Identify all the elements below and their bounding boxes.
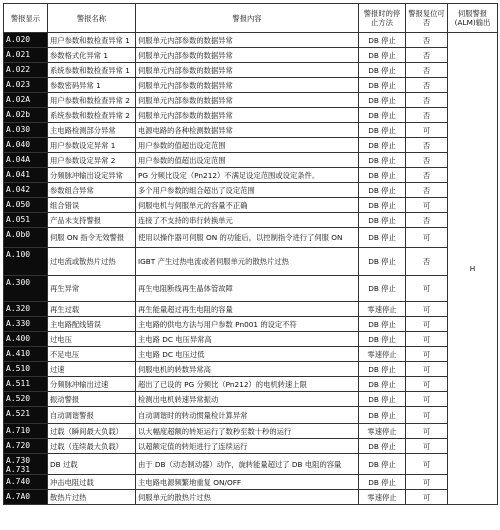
- reset-allowed: 可: [406, 123, 448, 138]
- table-row: [4, 362, 498, 377]
- reset-allowed: 可: [406, 332, 448, 347]
- alarm-name: 过载（瞬间最大负载）: [48, 424, 136, 439]
- alarm-content: 由于 DB（动态制动器）动作，旋转能量超过了 DB 电阻的容量: [136, 454, 359, 475]
- table-row: [4, 317, 498, 332]
- alarm-code: A.521: [4, 407, 48, 424]
- alarm-name: 参数格式化异常 1: [48, 48, 136, 63]
- alarm-name: 再生异常: [48, 276, 136, 302]
- alarm-content: 伺服电机与伺服单元的容量不正确: [136, 198, 359, 213]
- alarm-content: 主电路 DC 电压异常高: [136, 332, 359, 347]
- stop-method: DB 停止: [359, 454, 406, 475]
- reset-allowed: 可: [406, 392, 448, 407]
- alarm-content: 主电路电源频繁地重复 ON/OFF: [136, 475, 359, 490]
- stop-method: DB 停止: [359, 248, 406, 276]
- table-row: [4, 490, 498, 505]
- alarm-content: 再生电阻断线再生晶体管故障: [136, 276, 359, 302]
- stop-method: 零速停止: [359, 424, 406, 439]
- reset-allowed: 可: [406, 198, 448, 213]
- reset-allowed: 可: [406, 377, 448, 392]
- stop-method: DB 停止: [359, 439, 406, 454]
- alarm-content: 伺服单元内部参数的数据异常: [136, 78, 359, 93]
- table-row: [4, 78, 498, 93]
- reset-allowed: 可: [406, 276, 448, 302]
- reset-allowed: 可: [406, 302, 448, 317]
- alarm-name: 主电路检测部分异常: [48, 123, 136, 138]
- reset-allowed: 可: [406, 317, 448, 332]
- alarm-body: [4, 33, 498, 505]
- alarm-name: 用户参数设定异常 2: [48, 153, 136, 168]
- stop-method: DB 停止: [359, 362, 406, 377]
- table-row: [4, 48, 498, 63]
- reset-allowed: 可: [406, 454, 448, 475]
- reset-allowed: 否: [406, 108, 448, 123]
- header-alarm-content: 警报内容: [136, 4, 359, 33]
- alarm-content: IGBT 产生过热电流或者伺服单元的散热片过热: [136, 248, 359, 276]
- alarm-code: A.510: [4, 362, 48, 377]
- stop-method: DB 停止: [359, 392, 406, 407]
- table-row: [4, 407, 498, 424]
- table-row: [4, 63, 498, 78]
- alarm-name: 过载（连续最大负载）: [48, 439, 136, 454]
- alarm-code: A.050: [4, 198, 48, 213]
- table-row: [4, 276, 498, 302]
- reset-allowed: 否: [406, 183, 448, 198]
- alarm-name: 系统参数和数检查异常 2: [48, 108, 136, 123]
- alarm-name: 组合错误: [48, 198, 136, 213]
- header-alm-output: 伺服警报(ALM)输出: [448, 4, 498, 33]
- table-row: [4, 168, 498, 183]
- alarm-content: 伺服单元内部参数的数据异常: [136, 93, 359, 108]
- alarm-code: A.040: [4, 138, 48, 153]
- alarm-code: A.330: [4, 317, 48, 332]
- alarm-content: 主电路 DC 电压过低: [136, 347, 359, 362]
- alarm-content: 用户参数的值超出设定范围: [136, 153, 359, 168]
- alarm-name: 分频脉冲输出设定异常: [48, 168, 136, 183]
- reset-allowed: 否: [406, 63, 448, 78]
- table-row: [4, 138, 498, 153]
- alarm-content: 伺服电机的转数异常高: [136, 362, 359, 377]
- stop-method: DB 停止: [359, 33, 406, 48]
- reset-allowed: 否: [406, 33, 448, 48]
- table-row: [4, 347, 498, 362]
- reset-allowed: 否: [406, 93, 448, 108]
- alarm-name: 过速: [48, 362, 136, 377]
- table-row: [4, 377, 498, 392]
- alarm-name: 冲击电阻过载: [48, 475, 136, 490]
- alarm-code: A.100: [4, 248, 48, 276]
- reset-allowed: 可: [406, 347, 448, 362]
- reset-allowed: 否: [406, 48, 448, 63]
- stop-method: DB 停止: [359, 123, 406, 138]
- alarm-code: A.041: [4, 168, 48, 183]
- alarm-code: A.022: [4, 63, 48, 78]
- alarm-content: 以大幅度超额的转矩运行了数秒至数十秒的运行: [136, 424, 359, 439]
- stop-method: DB 停止: [359, 377, 406, 392]
- alarm-code: A.04A: [4, 153, 48, 168]
- alarm-name: 用户参数设定异常 1: [48, 138, 136, 153]
- stop-method: DB 停止: [359, 63, 406, 78]
- stop-method: DB 停止: [359, 213, 406, 228]
- stop-method: DB 停止: [359, 78, 406, 93]
- alarm-name: 不足电压: [48, 347, 136, 362]
- alarm-code: A.410: [4, 347, 48, 362]
- alarm-name: 系统参数和数检查异常 1: [48, 63, 136, 78]
- reset-allowed: 可: [406, 475, 448, 490]
- alarm-content: 多个用户参数的组合超出了设定范围: [136, 183, 359, 198]
- alarm-table: [3, 3, 498, 505]
- reset-allowed: 否: [406, 153, 448, 168]
- alarm-name: 伺服 ON 指令无效警报: [48, 228, 136, 248]
- alarm-content: 检测出电机转速异常振动: [136, 392, 359, 407]
- alarm-name: 产品未支持警报: [48, 213, 136, 228]
- table-row: [4, 332, 498, 347]
- alarm-content: 电源电路的各种检测数据异常: [136, 123, 359, 138]
- alarm-name: 自动调谐警报: [48, 407, 136, 424]
- stop-method: 零速停止: [359, 490, 406, 505]
- table-row: [4, 424, 498, 439]
- alarm-name: 主电路配线错误: [48, 317, 136, 332]
- stop-method: DB 停止: [359, 198, 406, 213]
- stop-method: 零速停止: [359, 302, 406, 317]
- table-row: [4, 302, 498, 317]
- alarm-name: DB 过载: [48, 454, 136, 475]
- alarm-code: A.511: [4, 377, 48, 392]
- alarm-code: A.520: [4, 392, 48, 407]
- stop-method: DB 停止: [359, 93, 406, 108]
- table-row: [4, 475, 498, 490]
- alarm-code: A.400: [4, 332, 48, 347]
- alarm-content: 伺服单元内部参数的数据异常: [136, 33, 359, 48]
- alarm-code: A.720: [4, 439, 48, 454]
- alarm-name: 过电流或散热片过热: [48, 248, 136, 276]
- table-row: [4, 454, 498, 475]
- table-row: [4, 108, 498, 123]
- alarm-code: A.02b: [4, 108, 48, 123]
- table-row: [4, 198, 498, 213]
- reset-allowed: 否: [406, 248, 448, 276]
- table-row: [4, 93, 498, 108]
- alarm-code: A.051: [4, 213, 48, 228]
- alarm-code: A.710: [4, 424, 48, 439]
- alarm-code: A.021: [4, 48, 48, 63]
- alarm-content: 伺服单元内部参数的数据异常: [136, 63, 359, 78]
- alarm-code: A.042: [4, 183, 48, 198]
- alarm-content: 主电路的供电方法与用户参数 Pn001 的设定不符: [136, 317, 359, 332]
- header-row: [4, 4, 498, 33]
- alarm-content: 伺服单元的散热片过热: [136, 490, 359, 505]
- stop-method: 零速停止: [359, 347, 406, 362]
- alm-output-cell: H: [448, 33, 498, 505]
- stop-method: DB 停止: [359, 183, 406, 198]
- header-reset-allowed: 警报复位可否: [406, 4, 448, 33]
- stop-method: DB 停止: [359, 407, 406, 424]
- alarm-code: A.7A0: [4, 490, 48, 505]
- alarm-name: 再生过载: [48, 302, 136, 317]
- alarm-code: A.320: [4, 302, 48, 317]
- alarm-name: 分频脉冲输出过速: [48, 377, 136, 392]
- reset-allowed: 否: [406, 138, 448, 153]
- stop-method: DB 停止: [359, 475, 406, 490]
- stop-method: DB 停止: [359, 138, 406, 153]
- table-row: [4, 228, 498, 248]
- header-alarm-name: 警报名称: [48, 4, 136, 33]
- table-row: [4, 248, 498, 276]
- alarm-code: A.023: [4, 78, 48, 93]
- reset-allowed: 否: [406, 213, 448, 228]
- alarm-content: 连接了不支持的串行转换单元: [136, 213, 359, 228]
- alarm-name: 用户参数和数检查异常 1: [48, 33, 136, 48]
- reset-allowed: 可: [406, 439, 448, 454]
- reset-allowed: 可: [406, 362, 448, 377]
- alarm-content: 伺服单元内部参数的数据异常: [136, 108, 359, 123]
- alarm-code: A.030: [4, 123, 48, 138]
- header-stop-method: 警报时的停止方法: [359, 4, 406, 33]
- table-row: [4, 439, 498, 454]
- table-row: [4, 183, 498, 198]
- header-alarm-display: 警报显示: [4, 4, 48, 33]
- alarm-content: 伺服单元内部参数的数据异常: [136, 48, 359, 63]
- reset-allowed: 可: [406, 490, 448, 505]
- table-row: [4, 153, 498, 168]
- alarm-content: 超出了已设的 PG 分频比（Pn212）的电机转速上限: [136, 377, 359, 392]
- alarm-name: 参数组合异常: [48, 183, 136, 198]
- reset-allowed: 可: [406, 228, 448, 248]
- table-row: [4, 213, 498, 228]
- reset-allowed: 否: [406, 78, 448, 93]
- alarm-code: A.300: [4, 276, 48, 302]
- table-row: [4, 123, 498, 138]
- stop-method: DB 停止: [359, 153, 406, 168]
- stop-method: DB 停止: [359, 276, 406, 302]
- stop-method: DB 停止: [359, 332, 406, 347]
- alarm-code: A.730 A.731: [4, 454, 48, 475]
- alarm-code: A.02A: [4, 93, 48, 108]
- alarm-code: A.740: [4, 475, 48, 490]
- table-row: [4, 392, 498, 407]
- alarm-content: 用户参数的值超出设定范围: [136, 138, 359, 153]
- stop-method: DB 停止: [359, 228, 406, 248]
- alarm-content: 使用以操作器可伺服 ON 的功能后，以控制指令进行了伺服 ON: [136, 228, 359, 248]
- stop-method: DB 停止: [359, 317, 406, 332]
- alarm-name: 振动警报: [48, 392, 136, 407]
- stop-method: DB 停止: [359, 168, 406, 183]
- reset-allowed: 可: [406, 424, 448, 439]
- reset-allowed: 可: [406, 407, 448, 424]
- alarm-content: 自动调谐时的转动惯量检计算异常: [136, 407, 359, 424]
- alarm-name: 用户参数和数检查异常 2: [48, 93, 136, 108]
- stop-method: DB 停止: [359, 48, 406, 63]
- stop-method: DB 停止: [359, 108, 406, 123]
- alarm-content: PG 分频比设定（Pn212）不满足设定范围或设定条件。: [136, 168, 359, 183]
- alarm-code: A.0b0: [4, 228, 48, 248]
- table-row: [4, 33, 498, 48]
- alarm-content: 再生能量超过再生电阻的容量: [136, 302, 359, 317]
- reset-allowed: 否: [406, 168, 448, 183]
- alarm-content: 以超额定值的转矩进行了连续运行: [136, 439, 359, 454]
- alarm-code: A.020: [4, 33, 48, 48]
- alarm-name: 散热片过热: [48, 490, 136, 505]
- alarm-name: 参数密码异常 1: [48, 78, 136, 93]
- alarm-name: 过电压: [48, 332, 136, 347]
